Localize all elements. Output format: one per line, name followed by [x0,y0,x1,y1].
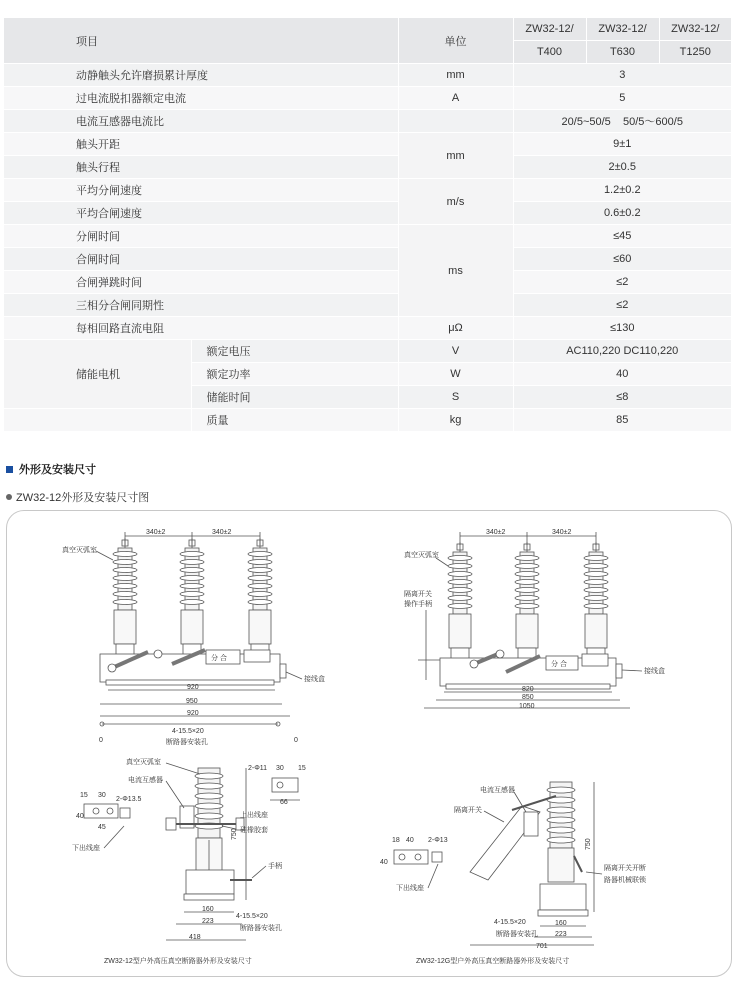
dim-label: 15 [80,792,88,799]
row-value: ≤130 [513,317,731,340]
row-value: ≤45 [513,225,731,248]
row-unit: mm [398,133,513,179]
label-interlock-2: 路器机械联锁 [604,877,646,884]
row-value: 20/5~50/5 50/5～600/5 [513,110,731,133]
front-view-2 [404,529,665,710]
row-label: 合闸弹跳时间 [4,271,398,294]
front-view-1 [62,529,325,746]
dim-label: 40 [380,859,388,866]
row-sublabel: 额定功率 [191,363,398,386]
row-value: ≤2 [513,294,731,317]
side-view-1 [72,757,306,965]
dim-label: 340±2 [552,529,572,536]
row-value: 5 [513,87,731,110]
header-model-1-line2: T400 [513,41,586,64]
row-label: 过电流脱扣器额定电流 [4,87,398,110]
row-label: 平均分闸速度 [4,179,398,202]
holes-caption: 断路器安装孔 [166,739,208,746]
row-unit: kg [398,409,513,432]
row-unit: A [398,87,513,110]
row-value: 3 [513,64,731,87]
row-value: 0.6±0.2 [513,202,731,225]
dim-label: 30 [276,765,284,772]
dim-label: 66 [280,799,288,806]
row-unit: μΩ [398,317,513,340]
row-label: 触头开距 [4,133,398,156]
row-sublabel: 额定电压 [191,340,398,363]
zero-mark: 0 [294,737,298,744]
header-model-3-line2: T1250 [659,41,731,64]
header-model-1-line1: ZW32-12/ [513,18,586,41]
dim-phi13: 2-Φ13 [428,837,448,844]
dim-label: 701 [536,943,548,950]
row-value: 9±1 [513,133,731,156]
row-label: 电流互感器电流比 [4,110,398,133]
label-terminal-box: 接线盒 [304,676,325,683]
dim-label: 40 [76,813,84,820]
label-isolator: 隔离开关 [454,807,482,814]
holes-spec: 4-15.5×20 [236,913,268,920]
dim-label: 920 [187,710,199,717]
dim-label: 15 [298,765,306,772]
label-isolator: 隔离开关 [404,591,432,598]
label-current-transformer: 电流互感器 [480,787,515,794]
dim-label: 340±2 [146,529,166,536]
row-value: AC110,220 DC110,220 [513,340,731,363]
side-view-2 [380,782,647,965]
header-item: 项目 [4,18,398,64]
header-model-2-line1: ZW32-12/ [586,18,659,41]
header-model-2-line2: T630 [586,41,659,64]
figure-title-text: ZW32-12外形及安装尺寸图 [16,492,150,504]
label-terminal-box: 接线盒 [644,668,665,675]
row-label: 动静触头允许磨损累计厚度 [4,64,398,87]
row-label: 合闸时间 [4,248,398,271]
dim-label: 45 [98,824,106,831]
row-value: 1.2±0.2 [513,179,731,202]
dim-label: 340±2 [486,529,506,536]
row-unit: mm [398,64,513,87]
zero-mark: 0 [99,737,103,744]
holes-spec: 4-15.5×20 [172,728,204,735]
header-unit: 单位 [398,18,513,64]
row-unit: ms [398,225,513,317]
dim-label: 750 [231,828,238,840]
label-vacuum-interrupter: 真空灭弧室 [404,552,439,559]
switch-label: 分 合 [211,655,227,662]
caption: ZW32-12型户外高压真空断路器外形及安装尺寸 [104,958,252,965]
row-sublabel: 质量 [191,409,398,432]
holes-caption: 断路器安装孔 [496,931,538,938]
row-label: 每相回路直流电阻 [4,317,398,340]
switch-label: 分 合 [551,661,567,668]
dim-phi135: 2-Φ13.5 [116,796,142,803]
label-current-transformer: 电流互感器 [128,777,163,784]
row-label: 分闸时间 [4,225,398,248]
dim-label: 820 [522,686,534,693]
label-vacuum-interrupter: 真空灭弧室 [62,547,97,554]
dim-label: 850 [522,694,534,701]
holes-spec: 4-15.5×20 [494,919,526,926]
row-unit: S [398,386,513,409]
label-handle: 手柄 [268,863,282,870]
row-value: 40 [513,363,731,386]
label-silicone-sleeve: 硅橡胶套 [240,827,268,834]
row-label: 三相分合闸同期性 [4,294,398,317]
label-lower-terminal: 下出线座 [72,845,100,852]
row-unit: W [398,363,513,386]
row-value: ≤8 [513,386,731,409]
row-value: 2±0.5 [513,156,731,179]
dim-label: 750 [585,838,592,850]
dim-phi11: 2-Φ11 [248,765,268,772]
row-unit: V [398,340,513,363]
dim-label: 418 [189,934,201,941]
dim-label: 223 [555,931,567,938]
label-vacuum-interrupter: 真空灭弧室 [126,759,161,766]
dim-label: 160 [202,906,214,913]
row-value: ≤2 [513,271,731,294]
dim-label: 40 [406,837,414,844]
caption: ZW32-12G型户外高压真空断路器外形及安装尺寸 [416,958,570,965]
row-label: 平均合闸速度 [4,202,398,225]
label-upper-terminal: 上出线座 [240,812,268,819]
dim-label: 160 [555,920,567,927]
dim-label: 950 [186,698,198,705]
row-label: 触头行程 [4,156,398,179]
row-value: 85 [513,409,731,432]
dim-label: 223 [202,918,214,925]
holes-caption: 断路器安装孔 [240,925,282,932]
label-lower-terminal: 下出线座 [396,885,424,892]
dim-label: 18 [392,837,400,844]
dim-label: 340±2 [212,529,232,536]
row-value: ≤60 [513,248,731,271]
label-isolator-handle: 操作手柄 [404,601,432,608]
section-title-text: 外形及安装尺寸 [19,464,96,476]
row-unit: m/s [398,179,513,225]
dim-label: 920 [187,684,199,691]
row-sublabel: 储能时间 [191,386,398,409]
dim-label: 1050 [519,703,535,710]
row-label-motor: 储能电机 [4,340,191,409]
header-model-3-line1: ZW32-12/ [659,18,731,41]
label-interlock: 隔离开关开断 [604,865,646,872]
dim-label: 30 [98,792,106,799]
